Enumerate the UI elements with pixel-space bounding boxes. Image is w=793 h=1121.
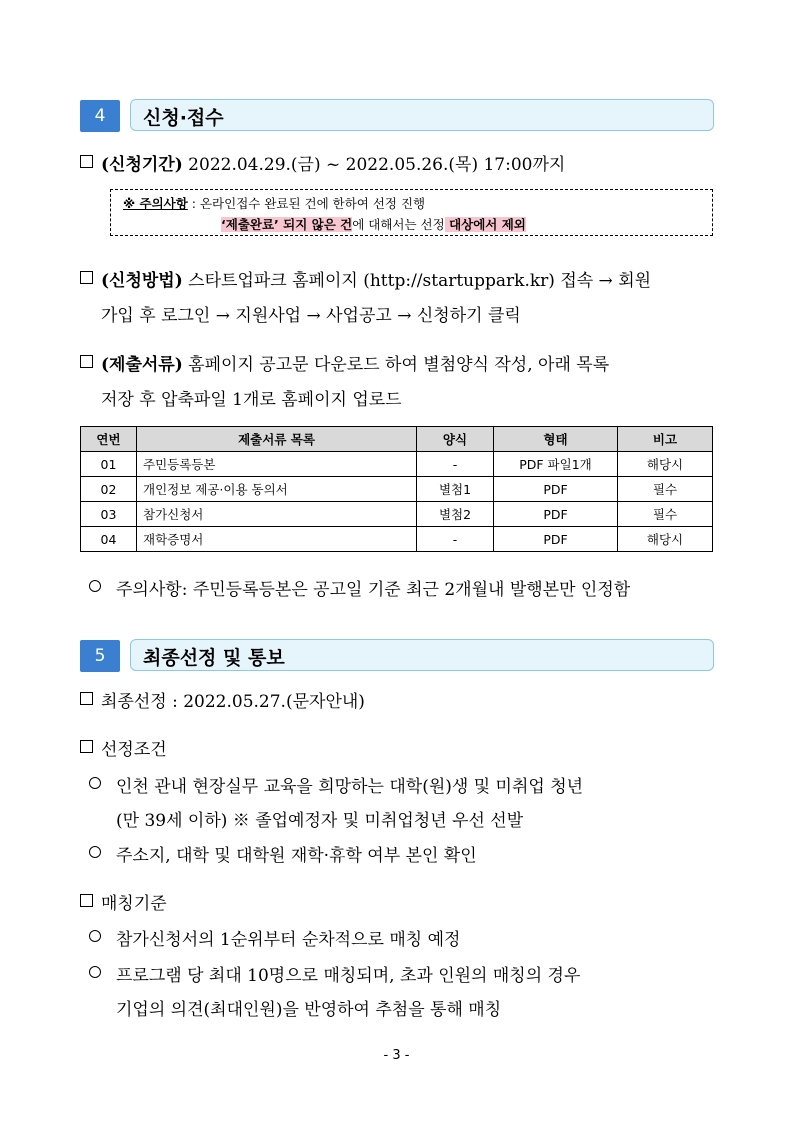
period-value: 2022.04.29.(금) ~ 2022.05.26.(목) 17:00까지 xyxy=(182,155,566,175)
submit-docs-line2: 저장 후 압축파일 1개로 홈페이지 업로드 xyxy=(101,390,402,410)
cell-no: 03 xyxy=(81,502,137,527)
checkbox-bullet-icon xyxy=(80,271,93,284)
matching-item-2a: 프로그램 당 최대 10명으로 매칭되며, 초과 인원의 매칭의 경우 xyxy=(116,966,581,986)
matching-title: 매칭기준 xyxy=(101,894,167,914)
criteria-item-1a: 인천 관내 현장실무 교육을 희망하는 대학(원)생 및 미취업 청년 xyxy=(116,777,584,797)
circle-bullet-icon xyxy=(89,580,101,592)
notice-line2-highlight: 대상에서 제외 xyxy=(444,217,526,232)
caution-text: 주의사항: 주민등록등본은 공고일 기준 최근 2개월내 발행본만 인정함 xyxy=(116,580,631,600)
matching-item-2b: 기업의 의견(최대인원)을 반영하여 추첨을 통해 매칭 xyxy=(116,1000,502,1020)
section-5-title: 최종선정 및 통보 xyxy=(143,647,285,669)
circle-bullet-icon xyxy=(89,846,101,858)
header-remark: 비고 xyxy=(618,427,713,452)
checkbox-bullet-icon xyxy=(80,740,93,753)
circle-bullet-icon xyxy=(89,777,101,789)
header-no: 연번 xyxy=(81,427,137,452)
period-label: (신청기간) xyxy=(101,155,183,175)
submit-docs-line1 xyxy=(101,350,609,375)
notice-line2-mid: 에 대해서는 선정 xyxy=(352,217,445,232)
circle-bullet-icon xyxy=(89,930,101,942)
application-method-line1 xyxy=(101,266,651,291)
section-4-title: 신청·접수 xyxy=(143,107,224,129)
cell-format: PDF 파일1개 xyxy=(494,452,618,477)
circle-bullet-icon xyxy=(89,966,101,978)
cell-doc: 참가신청서 xyxy=(137,502,417,527)
criteria-item-1b: (만 39세 이하) ※ 졸업예정자 및 미취업청년 우선 선발 xyxy=(116,811,524,831)
cell-format: PDF xyxy=(494,502,618,527)
notice-box xyxy=(110,189,713,236)
cell-no: 04 xyxy=(81,527,137,552)
criteria-item-2: 주소지, 대학 및 대학원 재학·휴학 여부 본인 확인 xyxy=(116,846,477,866)
cell-format: PDF xyxy=(494,527,618,552)
cell-remark: 필수 xyxy=(618,477,713,502)
method-label: (신청방법) xyxy=(101,271,183,291)
application-period xyxy=(101,150,565,175)
method-text-1: 스타트업파크 홈페이지 (http://startuppark.kr) 접속 → 회원 xyxy=(182,271,652,291)
table-row xyxy=(81,477,713,502)
docs-label: (제출서류) xyxy=(101,355,183,375)
cell-form: 별첨2 xyxy=(417,502,494,527)
cell-no: 02 xyxy=(81,477,137,502)
cell-form: - xyxy=(417,527,494,552)
cell-form: - xyxy=(417,452,494,477)
matching-item-1: 참가신청서의 1순위부터 순차적으로 매칭 예정 xyxy=(116,930,461,950)
page-number: - 3 - xyxy=(383,1048,410,1063)
checkbox-bullet-icon xyxy=(80,355,93,368)
cell-doc: 재학증명서 xyxy=(137,527,417,552)
cell-doc: 개인정보 제공·이용 동의서 xyxy=(137,477,417,502)
cell-remark: 해당시 xyxy=(618,452,713,477)
cell-form: 별첨1 xyxy=(417,477,494,502)
table-header-row xyxy=(81,427,713,452)
table-row xyxy=(81,452,713,477)
application-method-line2: 가입 후 로그인 → 지원사업 → 사업공고 → 신청하기 클릭 xyxy=(101,306,521,326)
checkbox-bullet-icon xyxy=(80,155,93,168)
section-5-number: 5 xyxy=(80,640,120,672)
notice-line2-bold: ‘제출완료’ 되지 않은 건 xyxy=(221,217,353,232)
cell-remark: 해당시 xyxy=(618,527,713,552)
checkbox-bullet-icon xyxy=(80,692,93,705)
notice-label: ※ 주의사항 xyxy=(123,196,188,211)
checkbox-bullet-icon xyxy=(80,894,93,907)
header-format: 형태 xyxy=(494,427,618,452)
table-row xyxy=(81,527,713,552)
docs-text-1: 홈페이지 공고문 다운로드 하여 별첨양식 작성, 아래 목록 xyxy=(182,355,610,375)
header-doc-list: 제출서류 목록 xyxy=(137,427,417,452)
section-4-number: 4 xyxy=(80,100,120,132)
cell-doc: 주민등록등본 xyxy=(137,452,417,477)
final-selection: 최종선정 : 2022.05.27.(문자안내) xyxy=(101,692,365,712)
cell-no: 01 xyxy=(81,452,137,477)
criteria-title: 선정조건 xyxy=(101,740,167,760)
table-row xyxy=(81,502,713,527)
documents-table xyxy=(80,426,713,552)
cell-remark: 필수 xyxy=(618,502,713,527)
cell-format: PDF xyxy=(494,477,618,502)
header-form: 양식 xyxy=(417,427,494,452)
notice-line1: : 온라인접수 완료된 건에 한하여 선정 진행 xyxy=(187,196,426,211)
